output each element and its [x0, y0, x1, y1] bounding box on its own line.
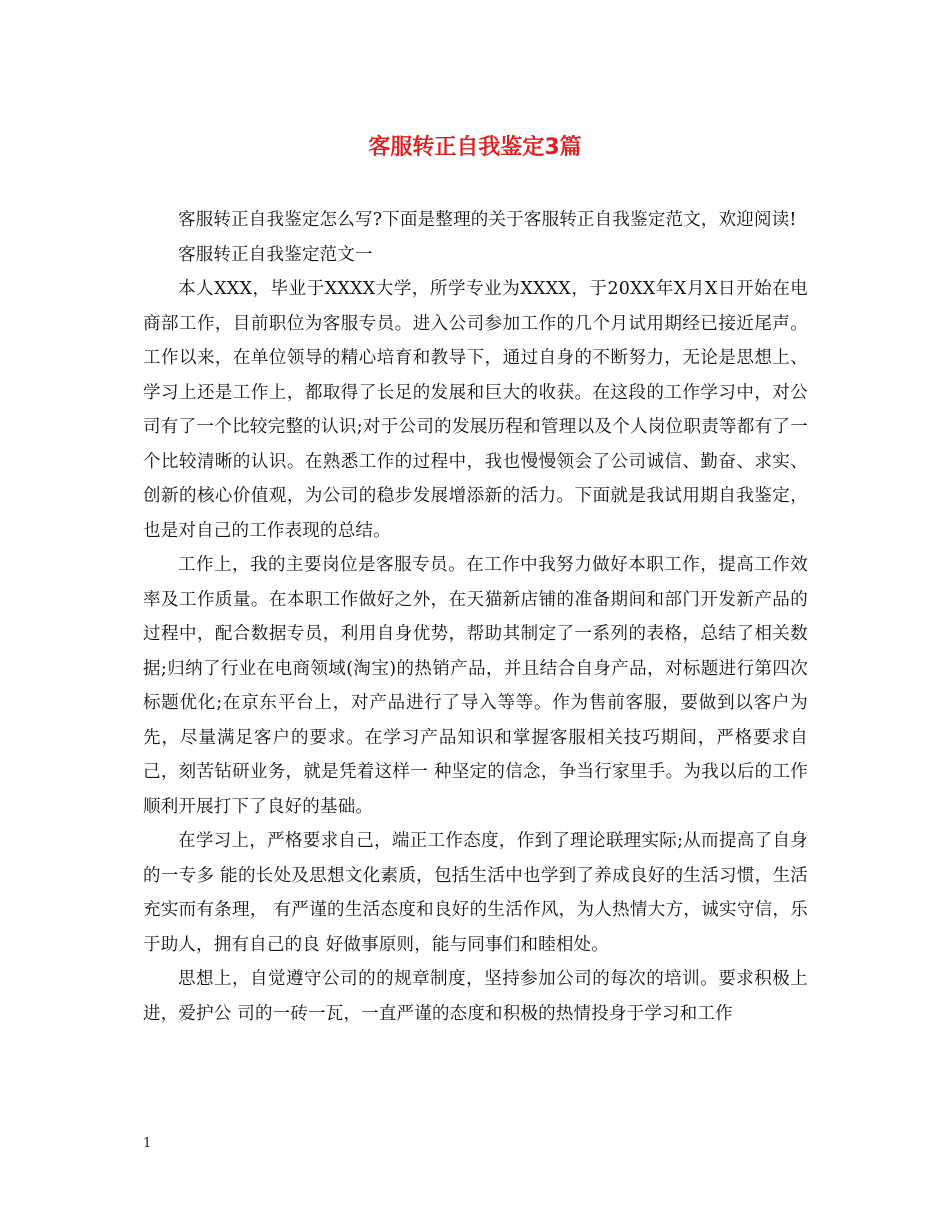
body-paragraph: 在学习上，严格要求自己，端正工作态度，作到了理论联理实际;从而提高了自身的一专多 能的长处及思想文化素质，包括生活中也学到了养成良好的生活习惯，生活充实而有条理， 有严谨的生活态度和良好的生活作风，为人热情大方，诚实守信，乐于助人，拥有自己的良 好做事原则，能与同事们和睦相处。 — [143, 831, 808, 955]
body-paragraph: 本人XXX，毕业于XXXX大学，所学专业为XXXX，于20XX年X月X日开始在电商部工作，目前职位为客服专员。进入公司参加工作的几个月试用期经已接近尾声。工作以来，在单位领导的精心培育和教导下，通过自身的不断努力，无论是思想上、学习上还是工作上，都取得了长足的发展和巨大的收获。在这段的工作学习中，对公司有了一个比较完整的认识;对于公司的发展历程和管理以及个人岗位职责等都有了一个比较清晰的认识。在熟悉工作的过程中，我也慢慢领会了公司诚信、勤奋、求实、创新的核心价值观，为公司的稳步发展增添新的活力。下面就是我试用期自我鉴定，也是对自己的工作表现的总结。 — [143, 279, 808, 541]
page-number: 1 — [143, 1136, 152, 1151]
document-title: 客服转正自我鉴定3篇 — [368, 135, 582, 160]
section-heading: 客服转正自我鉴定范文一 — [178, 244, 373, 265]
body-paragraph: 工作上，我的主要岗位是客服专员。在工作中我努力做好本职工作，提高工作效率及工作质量。在本职工作做好之外，在天猫新店铺的准备期间和部门开发新产品的过程中，配合数据专员，利用自身优势，帮助其制定了一系列的表格，总结了相关数据;归纳了行业在电商领域(淘宝)的热销产品，并且结合自身产品，对标题进行第四次标题优化;在京东平台上，对产品进行了导入等等。作为售前客服，要做到以客户为先，尽量满足客户的要求。在学习产品知识和掌握客服相关技巧期间，严格要求自己，刻苦钻研业务，就是凭着这样一 种坚定的信念，争当行家里手。为我以后的工作顺利开展打下了良好的基础。 — [143, 555, 808, 817]
body-paragraph: 思想上，自觉遵守公司的的规章制度，坚持参加公司的每次的培训。要求积极上进，爱护公 司的一砖一瓦，一直严谨的态度和积极的热情投身于学习和工作 — [143, 969, 808, 1024]
document-body — [143, 203, 808, 1031]
intro-paragraph: 客服转正自我鉴定怎么写?下面是整理的关于客服转正自我鉴定范文，欢迎阅读! — [178, 210, 797, 230]
